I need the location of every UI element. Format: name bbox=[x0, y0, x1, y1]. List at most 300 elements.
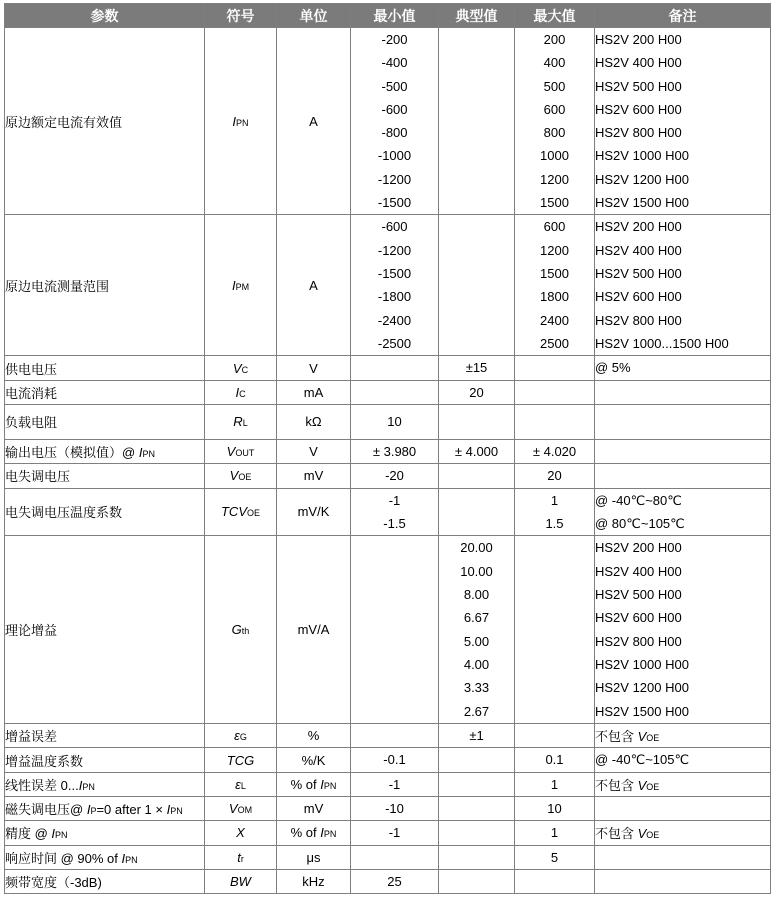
symbol-subscript: r bbox=[240, 853, 244, 864]
min-cell bbox=[351, 869, 439, 893]
min-cell bbox=[351, 356, 439, 380]
unit-symbol: I bbox=[320, 825, 324, 841]
max-cell bbox=[515, 536, 595, 724]
note-lines bbox=[595, 748, 770, 771]
unit-cell bbox=[277, 380, 351, 404]
unit-text: mV/K bbox=[297, 504, 330, 520]
symbol-subscript: G bbox=[239, 732, 247, 743]
min-lines bbox=[351, 489, 438, 536]
max-value: 1.5 bbox=[545, 515, 564, 531]
unit-cell bbox=[277, 215, 351, 356]
min-value: -1.5 bbox=[383, 515, 406, 531]
note-cell bbox=[595, 464, 771, 488]
min-value: -200 bbox=[381, 32, 408, 47]
max-value: 400 bbox=[543, 55, 566, 71]
note-value: HS2V 1500 H00 bbox=[595, 703, 689, 719]
unit-cell bbox=[277, 356, 351, 380]
note-value: HS2V 1200 H00 bbox=[595, 680, 689, 696]
max-lines bbox=[515, 464, 594, 487]
max-value: 1800 bbox=[540, 289, 569, 305]
note-value: HS2V 800 H00 bbox=[595, 633, 682, 649]
symbol-main: BW bbox=[230, 874, 251, 890]
max-cell bbox=[515, 724, 595, 748]
typ-value: 2.67 bbox=[463, 703, 490, 719]
max-cell bbox=[515, 797, 595, 821]
note-cell bbox=[595, 439, 771, 463]
note-value: @ 5% bbox=[595, 360, 631, 376]
typ-value: 3.33 bbox=[463, 680, 490, 696]
note-symbol: V bbox=[637, 826, 647, 842]
note-text: 不包含 bbox=[595, 777, 638, 793]
symbol-main: V bbox=[232, 360, 242, 376]
min-value: -500 bbox=[381, 78, 408, 94]
note-cell bbox=[595, 797, 771, 821]
max-cell bbox=[515, 380, 595, 404]
table-row-vom bbox=[5, 797, 771, 821]
note-value: HS2V 200 H00 bbox=[595, 219, 682, 235]
typ-cell bbox=[439, 724, 515, 748]
unit-text: % of bbox=[290, 825, 321, 841]
note-value: HS2V 200 H00 bbox=[595, 540, 682, 556]
note-cell bbox=[595, 724, 771, 748]
typ-value: 10.00 bbox=[460, 563, 493, 579]
max-value: 600 bbox=[543, 101, 566, 117]
table-row-ic bbox=[5, 380, 771, 404]
max-cell bbox=[515, 439, 595, 463]
table-row-gth bbox=[5, 536, 771, 724]
symbol-cell bbox=[205, 536, 277, 724]
unit-cell bbox=[277, 28, 351, 215]
param-cell bbox=[5, 380, 205, 404]
symbol-subscript: L bbox=[240, 780, 246, 791]
unit-text: mV/A bbox=[297, 622, 330, 638]
note-symbol: V bbox=[637, 777, 647, 793]
max-value: 500 bbox=[543, 78, 566, 94]
max-value: 1200 bbox=[540, 171, 569, 187]
max-value: 5 bbox=[550, 849, 559, 865]
min-lines bbox=[351, 870, 438, 893]
min-lines bbox=[351, 797, 438, 820]
param-cell bbox=[5, 215, 205, 356]
unit-subscript: PN bbox=[323, 780, 337, 791]
min-lines bbox=[351, 748, 438, 771]
symbol-main: t bbox=[237, 849, 241, 865]
symbol-cell bbox=[205, 356, 277, 380]
unit-text: V bbox=[309, 444, 318, 460]
param-symbol: I bbox=[138, 445, 143, 461]
unit-cell bbox=[277, 772, 351, 796]
typ-value: ±15 bbox=[465, 360, 488, 376]
param-cell bbox=[5, 464, 205, 488]
symbol-main: TCV bbox=[220, 504, 247, 520]
symbol-main: V bbox=[226, 444, 236, 460]
min-lines bbox=[351, 440, 438, 463]
typ-cell bbox=[439, 748, 515, 772]
note-value: HS2V 600 H00 bbox=[595, 101, 682, 117]
param-subscript: PN bbox=[170, 806, 183, 817]
note-value: @ -40℃~105℃ bbox=[595, 752, 690, 768]
note-value: HS2V 500 H00 bbox=[595, 587, 682, 603]
max-cell bbox=[515, 28, 595, 215]
max-lines bbox=[515, 748, 594, 771]
max-lines bbox=[515, 846, 594, 869]
note-cell bbox=[595, 748, 771, 772]
symbol-cell bbox=[205, 772, 277, 796]
note-value: HS2V 800 H00 bbox=[595, 312, 682, 328]
max-value: 20 bbox=[547, 468, 562, 484]
symbol-subscript: C bbox=[241, 364, 249, 375]
spec-table bbox=[4, 3, 771, 894]
param-subscript: PN bbox=[82, 781, 95, 792]
typ-value: ± 4.000 bbox=[454, 443, 499, 459]
param-cell bbox=[5, 797, 205, 821]
symbol-cell bbox=[205, 215, 277, 356]
param-text: 磁失调电压@ bbox=[5, 802, 87, 818]
note-value: HS2V 1000...1500 H00 bbox=[595, 335, 729, 351]
unit-subscript: PN bbox=[323, 829, 337, 840]
note-value: HS2V 200 H00 bbox=[595, 32, 682, 47]
symbol-cell bbox=[205, 748, 277, 772]
param-text: 频带宽度（-3dB) bbox=[5, 875, 102, 891]
typ-cell bbox=[439, 439, 515, 463]
symbol-main: V bbox=[228, 801, 238, 817]
unit-cell bbox=[277, 464, 351, 488]
min-value: -1 bbox=[388, 776, 401, 792]
max-value: 1200 bbox=[540, 242, 569, 258]
symbol-cell bbox=[205, 821, 277, 845]
param-text: 电流消耗 bbox=[5, 385, 58, 401]
note-subscript: OE bbox=[646, 733, 660, 744]
header-param: 参数 bbox=[5, 4, 205, 28]
unit-symbol: I bbox=[320, 776, 324, 792]
param-text: 原边额定电流有效值 bbox=[5, 114, 123, 130]
unit-text: kHz bbox=[302, 874, 325, 890]
max-value: 1 bbox=[550, 825, 559, 841]
typ-cell bbox=[439, 869, 515, 893]
unit-cell bbox=[277, 845, 351, 869]
note-cell bbox=[595, 845, 771, 869]
param-symbol: I bbox=[166, 802, 171, 818]
header-note: 备注 bbox=[595, 4, 771, 28]
symbol-cell bbox=[205, 845, 277, 869]
param-text: 理论增益 bbox=[5, 623, 58, 639]
typ-cell bbox=[439, 821, 515, 845]
unit-cell bbox=[277, 748, 351, 772]
param-text: 原边电流测量范围 bbox=[5, 278, 110, 294]
param-cell bbox=[5, 772, 205, 796]
param-text: 增益温度系数 bbox=[5, 753, 84, 769]
table-row-voe bbox=[5, 464, 771, 488]
typ-value: ±1 bbox=[469, 728, 484, 744]
min-cell bbox=[351, 748, 439, 772]
param-text: 线性误差 0... bbox=[5, 777, 79, 793]
min-cell bbox=[351, 772, 439, 796]
symbol-main: I bbox=[235, 384, 240, 400]
min-lines bbox=[351, 464, 438, 487]
table-row-rl bbox=[5, 404, 771, 439]
max-value: 1500 bbox=[540, 266, 569, 282]
unit-cell bbox=[277, 404, 351, 439]
note-cell bbox=[595, 772, 771, 796]
max-value: 800 bbox=[543, 125, 566, 141]
unit-text: V bbox=[309, 360, 318, 376]
max-cell bbox=[515, 215, 595, 356]
param-cell bbox=[5, 821, 205, 845]
symbol-main: R bbox=[233, 414, 243, 430]
param-cell bbox=[5, 748, 205, 772]
typ-cell bbox=[439, 215, 515, 356]
note-value: HS2V 500 H00 bbox=[595, 266, 682, 282]
param-cell bbox=[5, 439, 205, 463]
max-cell bbox=[515, 845, 595, 869]
param-text: 响应时间 @ 90% of bbox=[5, 850, 122, 866]
unit-cell bbox=[277, 797, 351, 821]
note-value: HS2V 1000 H00 bbox=[595, 148, 689, 164]
note-value: HS2V 600 H00 bbox=[595, 289, 682, 305]
table-row-vc bbox=[5, 356, 771, 380]
unit-cell bbox=[277, 536, 351, 724]
min-lines bbox=[351, 410, 438, 433]
max-value: 10 bbox=[547, 801, 562, 817]
symbol-cell bbox=[205, 724, 277, 748]
symbol-cell bbox=[205, 464, 277, 488]
note-value: HS2V 1000 H00 bbox=[595, 656, 689, 672]
note-value: HS2V 1200 H00 bbox=[595, 171, 689, 187]
typ-value: 20.00 bbox=[460, 540, 493, 556]
param-cell bbox=[5, 488, 205, 536]
symbol-cell bbox=[205, 380, 277, 404]
note-lines bbox=[595, 356, 770, 379]
symbol-subscript: C bbox=[239, 388, 246, 399]
table-row-ipn bbox=[5, 28, 771, 215]
min-cell bbox=[351, 536, 439, 724]
table-row-ipm bbox=[5, 215, 771, 356]
param-text: 增益误差 bbox=[5, 729, 58, 745]
symbol-cell bbox=[205, 797, 277, 821]
typ-cell bbox=[439, 488, 515, 536]
param-cell bbox=[5, 869, 205, 893]
unit-text: %/K bbox=[301, 752, 326, 768]
min-cell bbox=[351, 404, 439, 439]
symbol-main: I bbox=[232, 113, 237, 129]
min-cell bbox=[351, 28, 439, 215]
param-text: 电失调电压 bbox=[5, 469, 71, 485]
typ-cell bbox=[439, 356, 515, 380]
typ-value: 4.00 bbox=[463, 656, 490, 672]
note-value: @ 80℃~105℃ bbox=[595, 515, 685, 531]
param-subscript: PN bbox=[142, 449, 155, 460]
min-value: -0.1 bbox=[383, 752, 406, 768]
unit-cell bbox=[277, 724, 351, 748]
max-lines bbox=[515, 489, 594, 536]
symbol-main: TCG bbox=[226, 752, 255, 768]
unit-text: % bbox=[307, 728, 320, 744]
max-value: 2500 bbox=[540, 335, 569, 351]
param-cell bbox=[5, 536, 205, 724]
note-cell bbox=[595, 404, 771, 439]
note-symbol: V bbox=[637, 729, 647, 745]
symbol-subscript: L bbox=[242, 418, 248, 429]
symbol-main: ε bbox=[234, 728, 240, 744]
max-value: 2400 bbox=[540, 312, 569, 328]
symbol-main: G bbox=[231, 622, 242, 638]
table-row-eg bbox=[5, 724, 771, 748]
symbol-subscript: PM bbox=[235, 281, 250, 292]
min-value: -1800 bbox=[377, 289, 412, 305]
param-cell bbox=[5, 845, 205, 869]
note-cell bbox=[595, 215, 771, 356]
unit-cell bbox=[277, 869, 351, 893]
min-cell bbox=[351, 380, 439, 404]
unit-text: μs bbox=[306, 849, 321, 865]
min-value: -10 bbox=[385, 801, 404, 817]
symbol-main: V bbox=[229, 468, 239, 484]
table-row-vout bbox=[5, 439, 771, 463]
min-value: -20 bbox=[385, 468, 404, 484]
typ-cell bbox=[439, 404, 515, 439]
table-row-tcvoe bbox=[5, 488, 771, 536]
min-value: -1 bbox=[388, 492, 401, 508]
min-value: 25 bbox=[387, 873, 402, 889]
unit-text: A bbox=[309, 113, 318, 129]
symbol-cell bbox=[205, 488, 277, 536]
max-lines bbox=[515, 773, 594, 796]
typ-cell bbox=[439, 797, 515, 821]
unit-text: kΩ bbox=[305, 414, 322, 430]
note-lines bbox=[595, 28, 770, 214]
min-value: -1500 bbox=[377, 266, 412, 282]
max-cell bbox=[515, 869, 595, 893]
header-symbol: 符号 bbox=[205, 4, 277, 28]
min-value: -600 bbox=[381, 101, 408, 117]
unit-cell bbox=[277, 439, 351, 463]
max-cell bbox=[515, 464, 595, 488]
max-cell bbox=[515, 404, 595, 439]
param-text: 精度 @ bbox=[5, 826, 52, 842]
max-value: 1 bbox=[550, 776, 559, 792]
note-cell bbox=[595, 821, 771, 845]
table-row-tcg bbox=[5, 748, 771, 772]
param-subscript: PN bbox=[55, 830, 68, 841]
max-lines bbox=[515, 28, 594, 214]
symbol-cell bbox=[205, 28, 277, 215]
param-subscript: P bbox=[90, 806, 97, 817]
max-lines bbox=[515, 797, 594, 820]
symbol-subscript: OUT bbox=[235, 448, 255, 459]
note-cell bbox=[595, 488, 771, 536]
min-value: -1200 bbox=[377, 171, 412, 187]
max-lines bbox=[515, 821, 594, 844]
max-value: 1000 bbox=[540, 148, 569, 164]
unit-text: mA bbox=[303, 384, 324, 400]
header-unit: 单位 bbox=[277, 4, 351, 28]
typ-cell bbox=[439, 772, 515, 796]
min-cell bbox=[351, 464, 439, 488]
header-row bbox=[5, 4, 771, 28]
param-symbol: I bbox=[86, 802, 91, 818]
typ-lines bbox=[439, 381, 514, 404]
typ-value: 20 bbox=[469, 384, 484, 400]
min-value: -400 bbox=[381, 55, 408, 71]
max-cell bbox=[515, 488, 595, 536]
note-value: HS2V 800 H00 bbox=[595, 125, 682, 141]
symbol-subscript: OM bbox=[237, 805, 253, 816]
param-text: 输出电压（模拟值）@ bbox=[5, 445, 139, 461]
max-cell bbox=[515, 748, 595, 772]
min-cell bbox=[351, 821, 439, 845]
typ-lines bbox=[439, 536, 514, 722]
note-value: HS2V 500 H00 bbox=[595, 78, 682, 94]
typ-cell bbox=[439, 536, 515, 724]
note-cell bbox=[595, 869, 771, 893]
min-cell bbox=[351, 488, 439, 536]
param-text: 负载电阻 bbox=[5, 415, 58, 431]
unit-text: % of bbox=[290, 776, 321, 792]
typ-value: 6.67 bbox=[463, 610, 490, 626]
symbol-subscript: OE bbox=[246, 508, 260, 519]
unit-text: A bbox=[309, 277, 318, 293]
min-value: ± 3.980 bbox=[372, 443, 417, 459]
note-text: 不包含 bbox=[595, 826, 638, 842]
note-lines bbox=[595, 536, 770, 722]
symbol-main: X bbox=[236, 825, 245, 841]
unit-cell bbox=[277, 488, 351, 536]
table-row-el bbox=[5, 772, 771, 796]
max-lines bbox=[515, 215, 594, 355]
typ-value: 5.00 bbox=[463, 633, 490, 649]
typ-lines bbox=[439, 356, 514, 379]
symbol-cell bbox=[205, 439, 277, 463]
table-row-tr bbox=[5, 845, 771, 869]
typ-cell bbox=[439, 380, 515, 404]
param-cell bbox=[5, 356, 205, 380]
min-value: -2500 bbox=[377, 335, 412, 351]
param-symbol: I bbox=[51, 826, 56, 842]
symbol-cell bbox=[205, 869, 277, 893]
typ-lines bbox=[439, 440, 514, 463]
note-cell bbox=[595, 28, 771, 215]
note-cell bbox=[595, 536, 771, 724]
note-value: HS2V 400 H00 bbox=[595, 242, 682, 258]
note-cell bbox=[595, 356, 771, 380]
note-subscript: OE bbox=[646, 781, 660, 792]
min-value: -1000 bbox=[377, 148, 412, 164]
unit-cell bbox=[277, 821, 351, 845]
min-cell bbox=[351, 724, 439, 748]
min-value: -1200 bbox=[377, 242, 412, 258]
symbol-cell bbox=[205, 404, 277, 439]
max-value: 1 bbox=[550, 492, 559, 508]
min-value: -2400 bbox=[377, 312, 412, 328]
typ-value: 8.00 bbox=[463, 587, 490, 603]
param-text: 电失调电压温度系数 bbox=[5, 505, 123, 521]
note-subscript: OE bbox=[646, 830, 660, 841]
max-value: 600 bbox=[543, 219, 566, 235]
min-lines bbox=[351, 821, 438, 844]
max-cell bbox=[515, 821, 595, 845]
typ-cell bbox=[439, 845, 515, 869]
note-value: HS2V 400 H00 bbox=[595, 563, 682, 579]
param-symbol: I bbox=[121, 850, 126, 866]
symbol-subscript: th bbox=[241, 626, 250, 637]
min-value: 10 bbox=[387, 414, 402, 430]
max-value: 0.1 bbox=[545, 752, 564, 768]
min-value: -1500 bbox=[377, 195, 412, 211]
max-value: 200 bbox=[543, 32, 566, 47]
note-cell bbox=[595, 380, 771, 404]
param-cell bbox=[5, 28, 205, 215]
min-cell bbox=[351, 845, 439, 869]
